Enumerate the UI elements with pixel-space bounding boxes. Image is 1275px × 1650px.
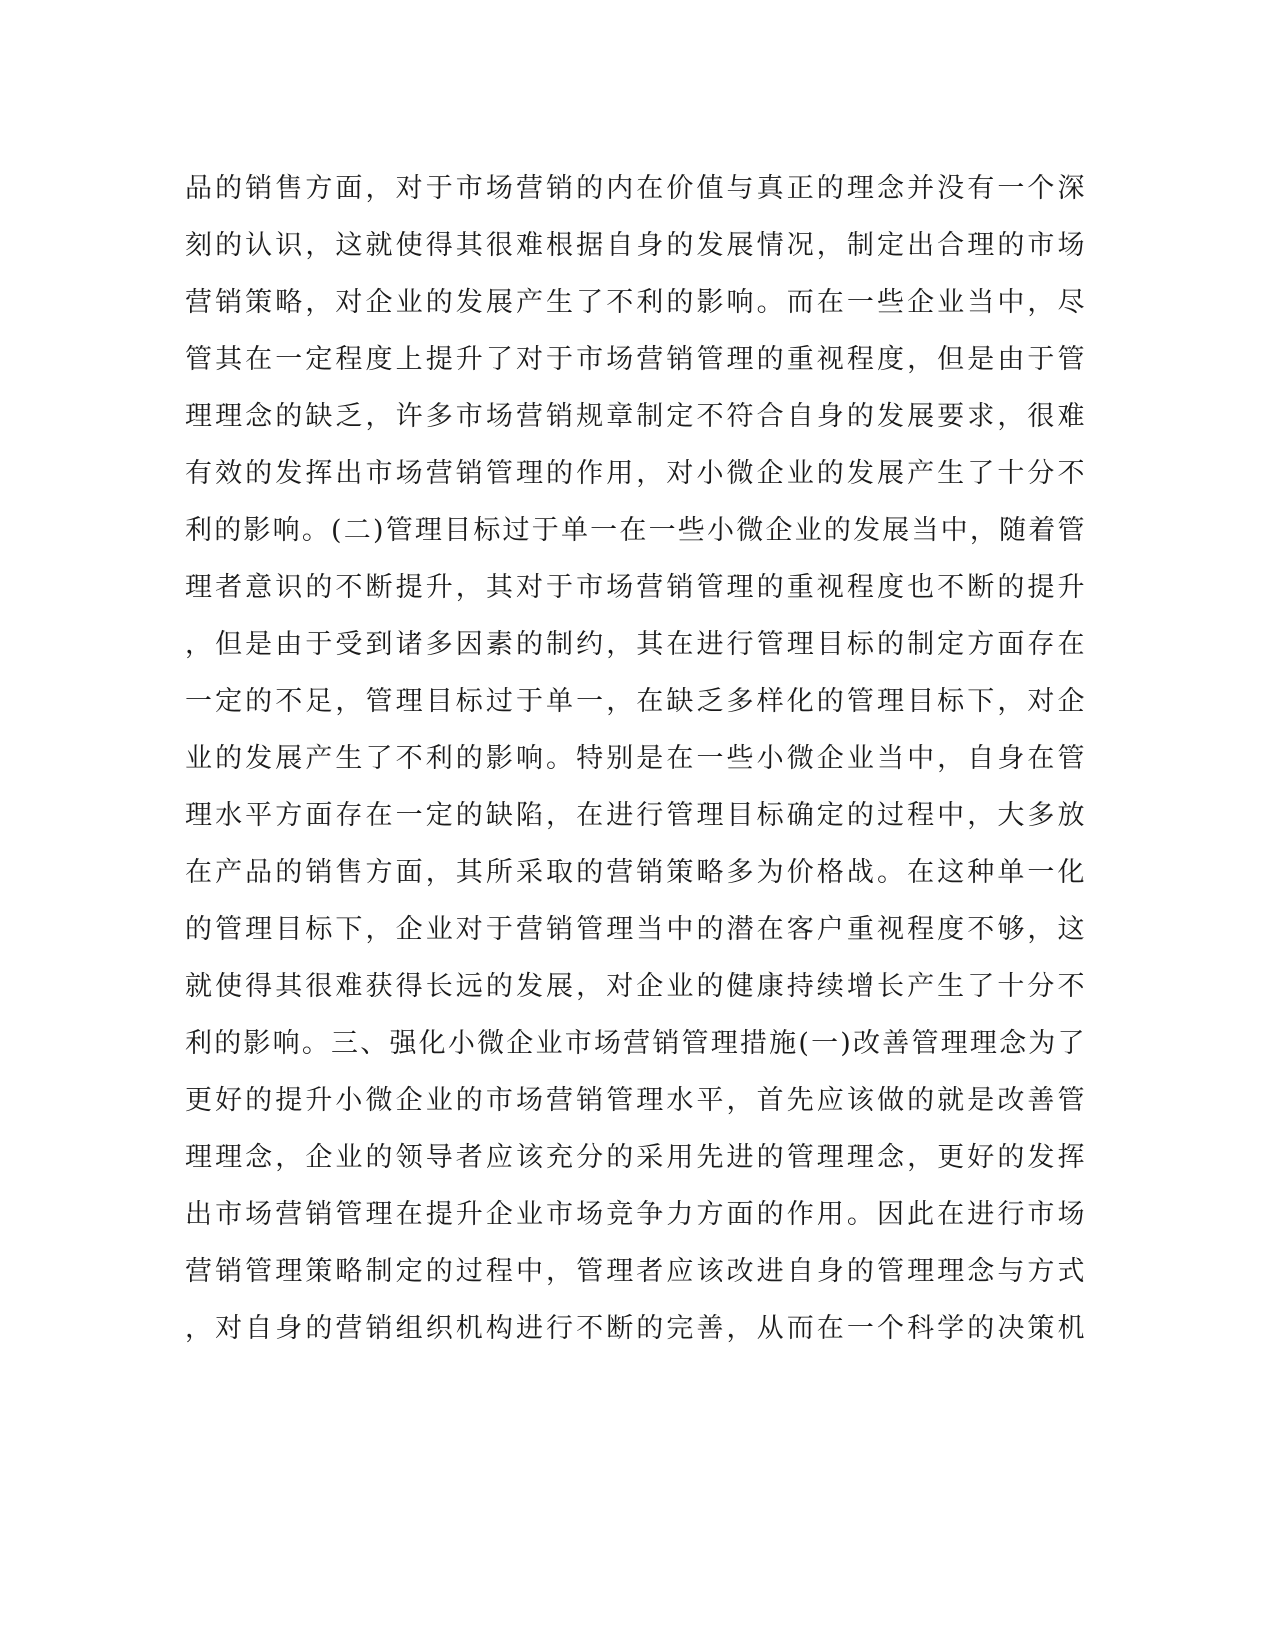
- text-line: 理理念，企业的领导者应该充分的采用先进的管理理念，更好的发挥: [185, 1142, 1085, 1173]
- text-line: 一定的不足，管理目标过于单一，在缺乏多样化的管理目标下，对企: [185, 686, 1085, 717]
- text-line: 刻的认识，这就使得其很难根据自身的发展情况，制定出合理的市场: [185, 230, 1085, 261]
- text-line: 在产品的销售方面，其所采取的营销策略多为价格战。在这种单一化: [185, 857, 1085, 888]
- text-line: 营销策略，对企业的发展产生了不利的影响。而在一些企业当中，尽: [185, 287, 1085, 318]
- text-line: 理者意识的不断提升，其对于市场营销管理的重视程度也不断的提升: [185, 572, 1085, 603]
- text-line: 有效的发挥出市场营销管理的作用，对小微企业的发展产生了十分不: [185, 458, 1085, 489]
- text-line: 的管理目标下，企业对于营销管理当中的潜在客户重视程度不够，这: [185, 914, 1085, 945]
- text-line: 营销管理策略制定的过程中，管理者应该改进自身的管理理念与方式: [185, 1256, 1085, 1287]
- text-line: 管其在一定程度上提升了对于市场营销管理的重视程度，但是由于管: [185, 344, 1085, 375]
- text-line: 利的影响。三、强化小微企业市场营销管理措施(一)改善管理理念为了: [185, 1028, 1085, 1059]
- text-line: 出市场营销管理在提升企业市场竞争力方面的作用。因此在进行市场: [185, 1199, 1085, 1230]
- body-text: [185, 160, 1085, 1357]
- text-line: ，对自身的营销组织机构进行不断的完善，从而在一个科学的决策机: [185, 1313, 1085, 1344]
- text-line: ，但是由于受到诸多因素的制约，其在进行管理目标的制定方面存在: [185, 629, 1085, 660]
- text-line: 理水平方面存在一定的缺陷，在进行管理目标确定的过程中，大多放: [185, 800, 1085, 831]
- text-line: 品的销售方面，对于市场营销的内在价值与真正的理念并没有一个深: [185, 173, 1085, 204]
- text-line: 利的影响。(二)管理目标过于单一在一些小微企业的发展当中，随着管: [185, 515, 1085, 546]
- text-line: 业的发展产生了不利的影响。特别是在一些小微企业当中，自身在管: [185, 743, 1085, 774]
- text-line: 理理念的缺乏，许多市场营销规章制定不符合自身的发展要求，很难: [185, 401, 1085, 432]
- text-line: 更好的提升小微企业的市场营销管理水平，首先应该做的就是改善管: [185, 1085, 1085, 1116]
- text-line: 就使得其很难获得长远的发展，对企业的健康持续增长产生了十分不: [185, 971, 1085, 1002]
